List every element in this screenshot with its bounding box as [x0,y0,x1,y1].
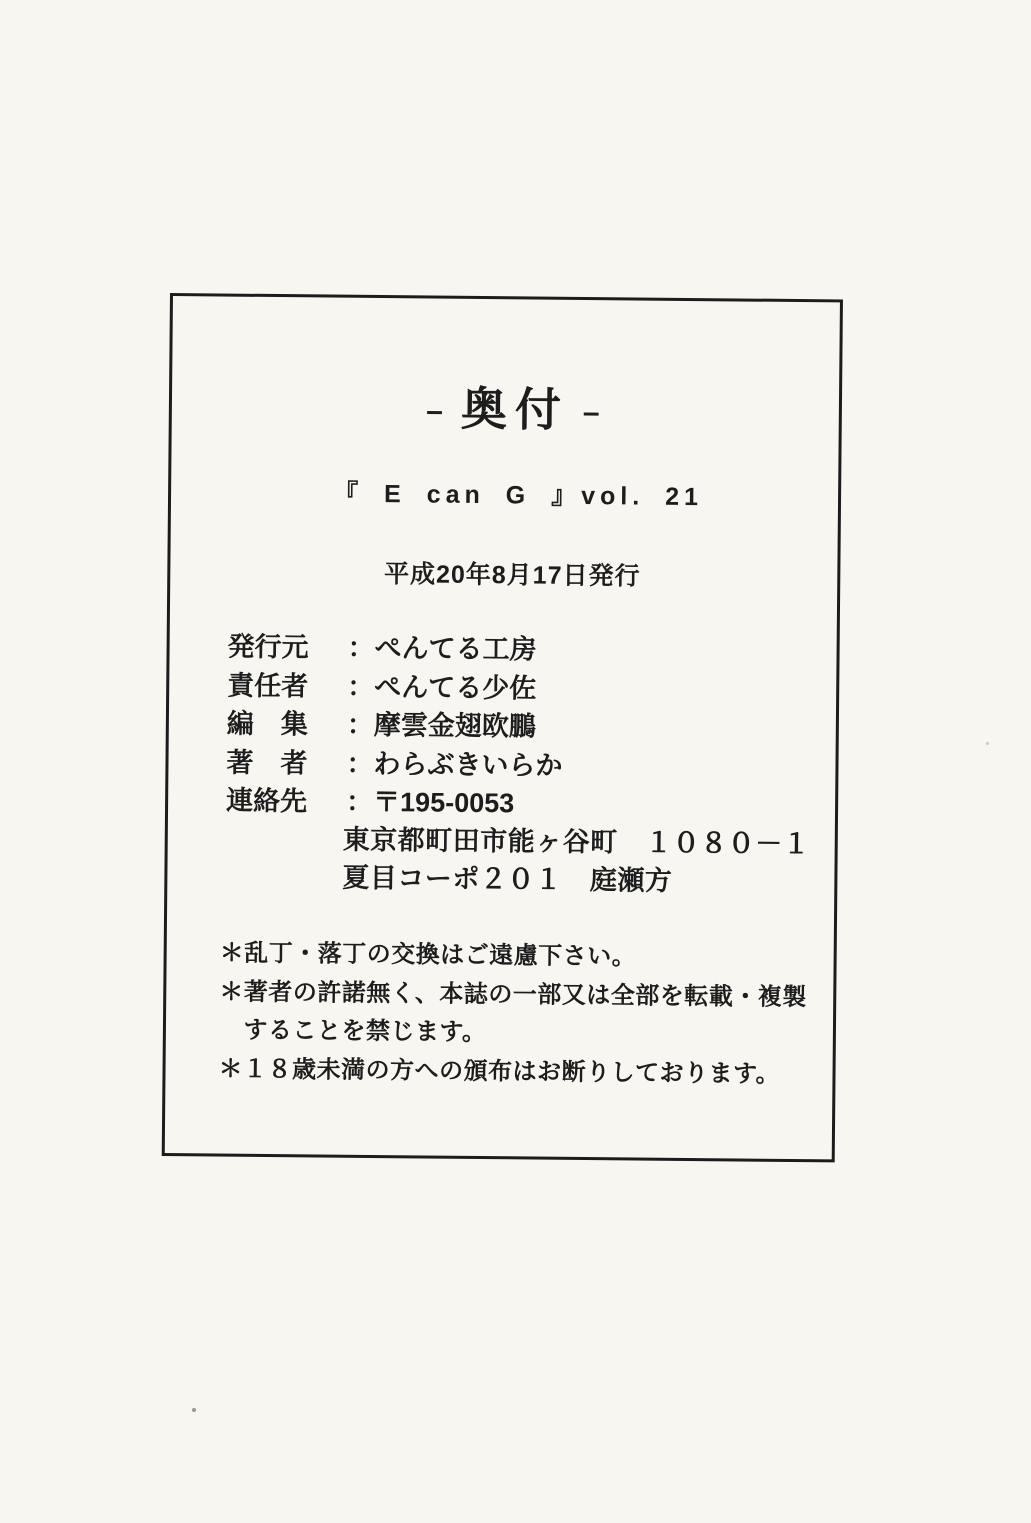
notes-list [218,935,807,1095]
address-line-building: 夏目コーポ２０１ 庭瀬方 [342,862,673,896]
credit-label: 責任者 [227,670,309,701]
credit-label: 連絡先 [225,785,308,817]
credit-label: 編 集 [226,708,309,740]
volume-line: 『 E can G 』vol. 21 [333,479,704,512]
credit-colon: ： [347,632,375,663]
credit-colon: ： [346,709,375,740]
note-age-restriction: ＊１８歳未満の方への頒布はお断りしております。 [218,1055,781,1088]
credit-value: ぺんてる工房 [374,632,537,665]
address-line-street: 東京都町田市能ヶ谷町 １０８０－１ [342,824,811,860]
credit-value: 〒195-0053 [372,786,515,819]
page-title-text: 奥付 [460,382,570,436]
credit-label: 発行元 [227,631,309,663]
scan-speck [986,742,989,745]
credit-label: 著 者 [226,747,308,778]
publish-date: 平成20年8月17日発行 [383,560,641,591]
credit-row-contact [226,782,562,824]
note-misprint: ＊乱丁・落丁の交換はご遠慮下さい。 [219,939,637,971]
page-title [426,372,600,440]
credit-row-editor [227,705,563,747]
note-copyright-2: することを禁じます。 [218,1016,487,1047]
credit-value: 摩雲金翅欧鵬 [373,709,536,742]
credit-row-responsible [227,666,563,708]
address-lines [342,821,810,901]
title-dash-left: – [426,394,444,428]
scan-speck [192,1408,196,1412]
colophon-box [162,293,843,1162]
credits-list [226,628,564,824]
credit-row-author [226,743,562,785]
credit-value: ぺんてる少佐 [374,671,537,704]
credit-colon: ： [347,671,375,702]
title-dash-right: – [582,395,600,430]
note-copyright-1: ＊著者の許諾無く、本誌の一部又は全部を転載・複製 [219,978,807,1011]
credit-colon: ： [345,786,374,817]
credit-colon: ： [346,748,374,779]
credit-value: わらぶきいらか [373,748,563,781]
credit-row-publisher [227,628,563,670]
